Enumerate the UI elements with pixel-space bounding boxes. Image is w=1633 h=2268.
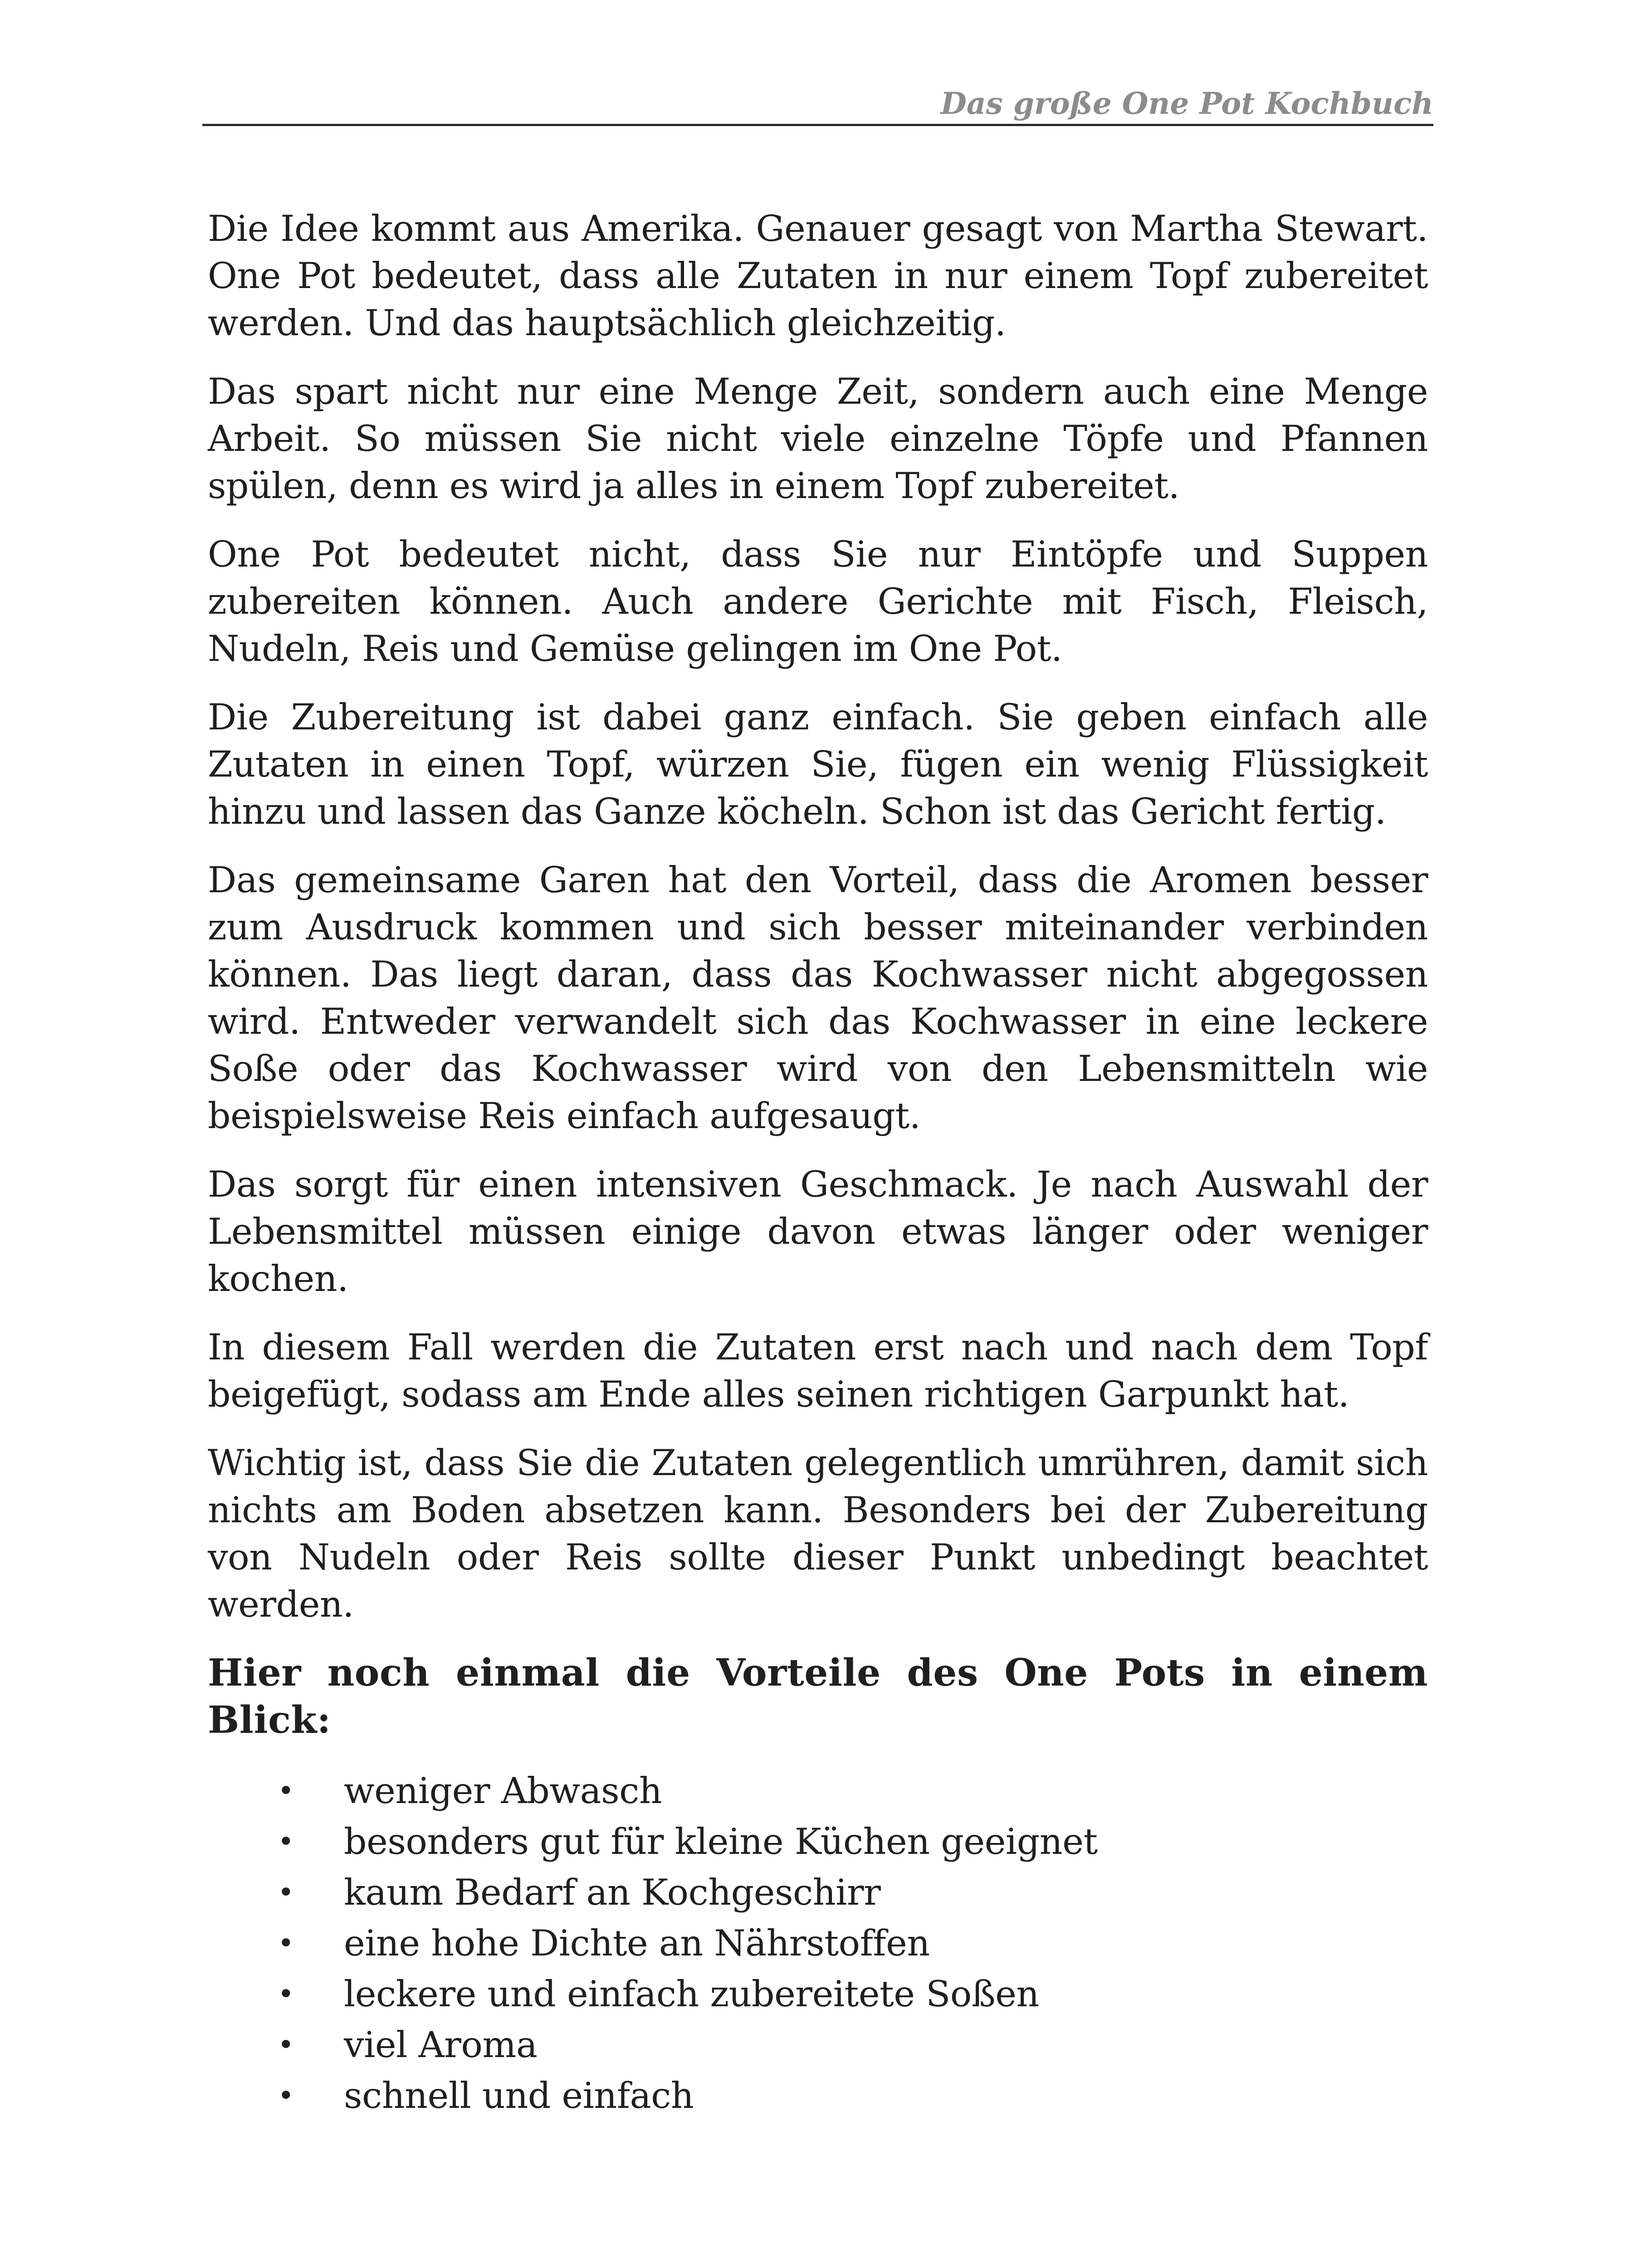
list-item (208, 2070, 1428, 2121)
bullet-icon: • (278, 1825, 294, 1858)
bullet-icon: • (278, 1977, 294, 2010)
list-item (208, 1765, 1428, 1816)
paragraph: In diesem Fall werden die Zutaten erst nach und nach dem Topf beigefügt, sodass am Ende alles seinen richtigen Garpunkt hat. (208, 1326, 1428, 1415)
page-body (208, 205, 1428, 2121)
paragraph: Das gemeinsame Garen hat den Vorteil, dass die Aromen besser zum Ausdruck kommen und sich besser miteinander verbinden können. Das liegt daran, dass das Kochwasser nicht abgegossen wird. Entweder verwandelt sich das Kochwasser in eine leckere Soße oder das Kochwasser wird von den Lebensmitteln wie beispielsweise Reis einfach aufgesaugt. (208, 859, 1428, 1137)
list-item (208, 1867, 1428, 1918)
list-item (208, 1816, 1428, 1867)
bullet-icon: • (278, 1876, 294, 1909)
paragraph: Das sorgt für einen intensiven Geschmack. Je nach Auswahl der Lebensmittel müssen einige davon etwas länger oder weniger kochen. (208, 1163, 1428, 1300)
list-item-text: besonders gut für kleine Küchen geeignet (344, 1821, 1098, 1862)
paragraph: Das spart nicht nur eine Menge Zeit, sondern auch eine Menge Arbeit. So müssen Sie nicht viele einzelne Töpfe und Pfannen spülen, denn es wird ja alles in einem Topf zubereitet. (208, 371, 1428, 507)
list-item-text: viel Aroma (344, 2024, 538, 2066)
paragraph: Die Idee kommt aus Amerika. Genauer gesagt von Martha Stewart. One Pot bedeutet, dass alle Zutaten in nur einem Topf zubereitet werden. Und das hauptsächlich gleichzeitig. (208, 208, 1428, 344)
paragraph: Die Zubereitung ist dabei ganz einfach. Sie geben einfach alle Zutaten in einen Topf, würzen Sie, fügen ein wenig Flüssigkeit hinzu und lassen das Ganze köcheln. Schon ist das Gericht fertig. (208, 696, 1428, 832)
bullet-icon: • (278, 1926, 294, 1960)
paragraph: One Pot bedeutet nicht, dass Sie nur Eintöpfe und Suppen zubereiten können. Auch andere Gerichte mit Fisch, Fleisch, Nudeln, Reis und Gemüse gelingen im One Pot. (208, 533, 1428, 670)
running-header-title: Das große One Pot Kochbuch (940, 86, 1433, 121)
header-rule (202, 124, 1433, 126)
advantages-heading: Hier noch einmal die Vorteile des One Pots in einem Blick: (208, 1651, 1428, 1742)
paragraph: Wichtig ist, dass Sie die Zutaten gelegentlich umrühren, damit sich nichts am Boden absetzen kann. Besonders bei der Zubereitung von Nudeln oder Reis sollte dieser Punkt unbedingt beachtet werden. (208, 1442, 1428, 1625)
list-item-text: leckere und einfach zubereitete Soßen (344, 1973, 1039, 2015)
bullet-icon: • (278, 2028, 294, 2061)
list-item-text: kaum Bedarf an Kochgeschirr (344, 1872, 881, 1913)
list-item-text: weniger Abwasch (344, 1770, 662, 1812)
list-item-text: schnell und einfach (344, 2075, 694, 2116)
list-item (208, 1918, 1428, 1969)
bullet-icon: • (278, 1774, 294, 1807)
advantages-list (208, 1765, 1428, 2121)
list-item-text: eine hohe Dichte an Nährstoffen (344, 1922, 930, 1964)
list-item (208, 2019, 1428, 2070)
bullet-icon: • (278, 2079, 294, 2112)
list-item (208, 1969, 1428, 2019)
